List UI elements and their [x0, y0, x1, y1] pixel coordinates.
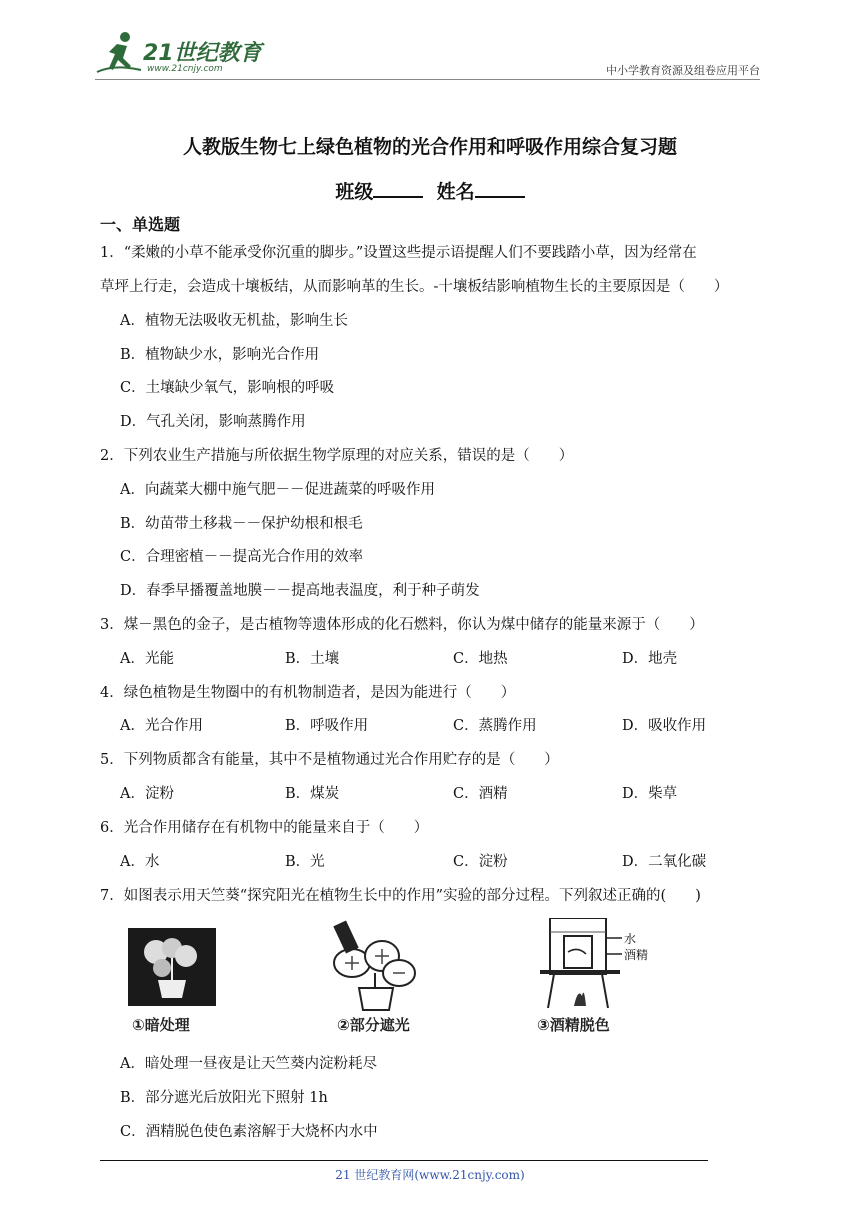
q4-stem: 4．绿色植物是生物圈中的有机物制造者，是因为能进行（ ） [100, 685, 516, 701]
water-bath-illustration [540, 918, 660, 1014]
q1-stem-line1: 1．“柔嫩的小草不能承受你沉重的脚步。”设置这些提示语提醒人们不要践踏小草，因为经常在 [100, 245, 697, 261]
q1-option-d: D．气孔关闭，影响蒸腾作用 [120, 414, 306, 430]
logo-url: www.21cnjy.com [147, 64, 223, 74]
q6-option-d: D．二氧化碳 [622, 854, 707, 870]
q4-option-b: B．呼吸作用 [285, 718, 369, 734]
q3-option-d: D．地壳 [622, 651, 678, 667]
q1-option-a: A．植物无法吸收无机盐，影响生长 [120, 313, 348, 329]
q2-stem: 2．下列农业生产措施与所依据生物学原理的对应关系，错误的是（ ） [100, 448, 574, 464]
runner-logo-icon [95, 30, 145, 78]
name-label: 姓名 [436, 181, 475, 203]
class-label: 班级 [335, 181, 374, 203]
q6-option-b: B．光 [285, 854, 325, 870]
q2-option-a: A．向蔬菜大棚中施气肥－－促进蔬菜的呼吸作用 [120, 482, 435, 498]
q7-option-b: B．部分遮光后放阳光下照射 1h [120, 1090, 328, 1106]
header-divider [95, 79, 760, 80]
footer-divider [100, 1160, 708, 1161]
q5-option-d: D．柴草 [622, 786, 678, 802]
label-water: 水 [624, 932, 637, 946]
q6-option-c: C．淀粉 [453, 854, 508, 870]
label-alcohol: 酒精 [624, 948, 649, 962]
page-title: 人教版生物七上绿色植物的光合作用和呼吸作用综合复习题 [182, 136, 677, 158]
q2-option-d: D．春季早播覆盖地膜－－提高地表温度，利于种子萌发 [120, 583, 480, 599]
q7-option-c: C．酒精脱色使色素溶解于大烧杯内水中 [120, 1124, 378, 1140]
page-header [95, 28, 760, 80]
platform-name: 中小学教育资源及组卷应用平台 [606, 64, 760, 77]
figure-caption-dark: ①暗处理 [132, 1016, 190, 1034]
q5-option-a: A．淀粉 [120, 786, 174, 802]
q3-option-c: C．地热 [453, 651, 508, 667]
q3-option-b: B．土壤 [285, 651, 340, 667]
q5-option-b: B．煤炭 [285, 786, 340, 802]
q1-option-b: B．植物缺少水，影响光合作用 [120, 347, 320, 363]
q5-option-c: C．酒精 [453, 786, 508, 802]
figure-caption-shading: ②部分遮光 [337, 1016, 410, 1034]
q3-option-a: A．光能 [120, 651, 174, 667]
dark-box-plant-illustration [128, 918, 216, 1008]
q1-option-c: C．土壤缺少氧气，影响根的呼吸 [120, 380, 335, 396]
q7-option-a: A．暗处理一昼夜是让天竺葵内淀粉耗尽 [120, 1056, 377, 1072]
name-blank [475, 180, 525, 198]
q4-option-c: C．蒸腾作用 [453, 718, 537, 734]
q3-stem: 3．煤－黑色的金子，是古植物等遗体形成的化石燃料，你认为煤中储存的能量来源于（ ） [100, 617, 704, 633]
q7-stem: 7．如图表示用天竺葵“探究阳光在植物生长中的作用”实验的部分过程。下列叙述正确的( ) [100, 888, 701, 904]
q2-option-c: C．合理密植－－提高光合作用的效率 [120, 549, 364, 565]
q5-stem: 5．下列物质都含有能量，其中不是植物通过光合作用贮存的是（ ） [100, 752, 559, 768]
q6-stem: 6．光合作用储存在有机物中的能量来自于（ ） [100, 820, 429, 836]
figure-caption-alcohol: ③酒精脱色 [537, 1016, 610, 1034]
q4-option-d: D．吸收作用 [622, 718, 707, 734]
q1-stem-line2: 草坪上行走，会造成十壤板结，从而影响革的生长。-十壤板结影响植物生长的主要原因是（ ） [100, 279, 729, 295]
class-blank [373, 180, 423, 198]
q2-option-b: B．幼苗带土移栽－－保护幼根和根毛 [120, 516, 363, 532]
site-logo [95, 28, 295, 80]
q4-option-a: A．光合作用 [120, 718, 203, 734]
shaded-leaf-plant-illustration [327, 918, 427, 1014]
class-name-line [0, 177, 860, 204]
footer-text: 21 世纪教育网(www.21cnjy.com) [335, 1168, 525, 1182]
logo-text: 21世纪教育 [143, 41, 262, 66]
section-heading: 一、单选题 [100, 215, 181, 234]
q6-option-a: A．水 [120, 854, 160, 870]
